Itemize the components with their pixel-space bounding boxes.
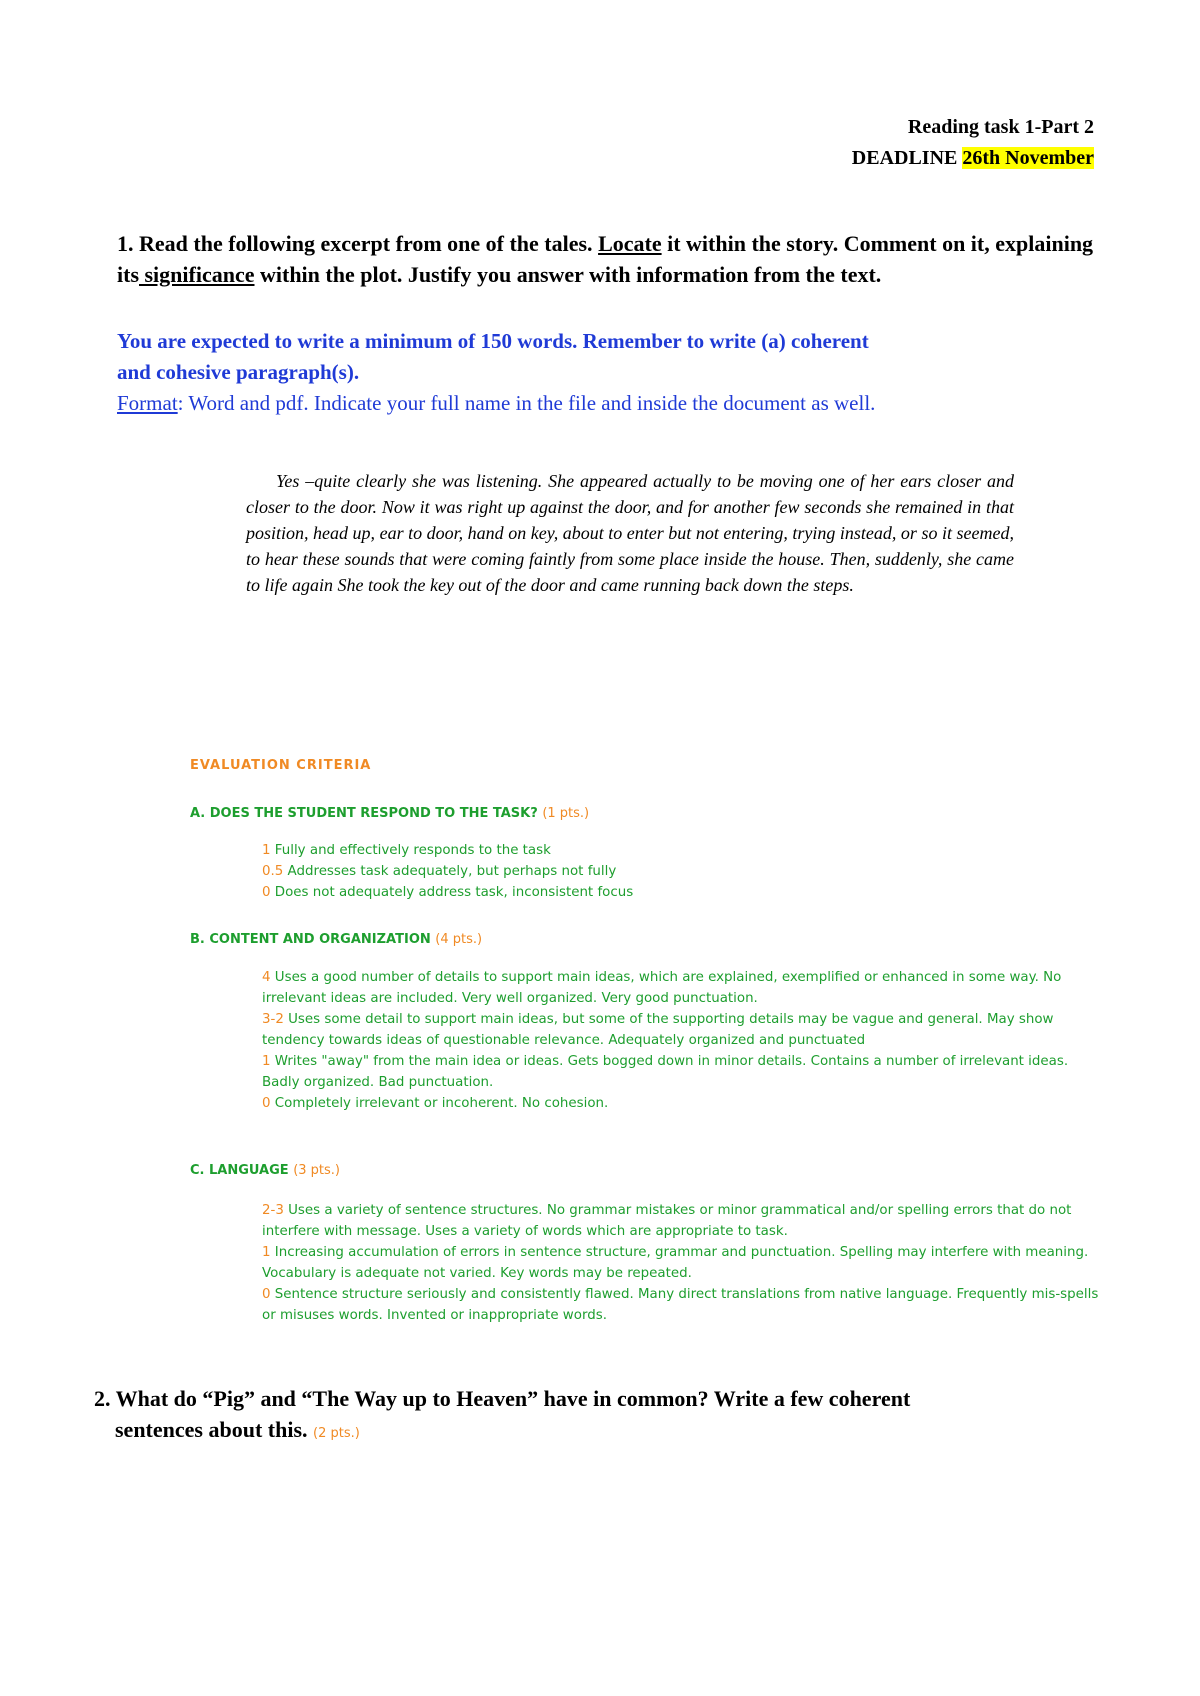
document-header <box>852 112 1094 174</box>
item-score: 0.5 <box>262 864 284 879</box>
format-line <box>117 388 1097 419</box>
story-excerpt <box>246 468 1014 598</box>
item-text: Fully and effectively responds to the task <box>270 843 551 858</box>
criteria-item <box>262 1093 1104 1114</box>
deadline-date: 26th November <box>962 147 1094 169</box>
item-score: 1 <box>262 1054 271 1069</box>
item-score: 4 <box>262 970 271 985</box>
question-2-text-2: sentences about this. <box>115 1417 314 1442</box>
item-text: Completely irrelevant or incoherent. No cohesion. <box>270 1096 609 1111</box>
question-1-text-c: within the plot. Justify you answer with information from the text. <box>254 262 882 287</box>
section-b-title: B. CONTENT AND ORGANIZATION <box>190 932 436 947</box>
criteria-section-a-heading <box>190 806 589 821</box>
criteria-section-c-heading <box>190 1163 340 1178</box>
item-text: Uses some detail to support main ideas, but some of the supporting details may be vague and general. May show tendency towards ideas of questionable relevance. Adequately organized and punctuated <box>262 1012 1054 1048</box>
criteria-item <box>262 882 1104 903</box>
task-title: Reading task 1-Part 2 <box>907 116 1094 138</box>
item-score: 1 <box>262 843 271 858</box>
criteria-item <box>262 1200 1104 1242</box>
item-score: 0 <box>262 1287 271 1302</box>
item-text: Addresses task adequately, but perhaps not fully <box>283 864 617 879</box>
criteria-item <box>262 840 1104 861</box>
criteria-item <box>262 1284 1104 1326</box>
criteria-item <box>262 967 1104 1009</box>
question-2-line-2 <box>94 1414 1074 1449</box>
question-2-number: 2. <box>94 1386 111 1411</box>
section-a-title: A. DOES THE STUDENT RESPOND TO THE TASK? <box>190 806 543 821</box>
item-text: Increasing accumulation of errors in sentence structure, grammar and punctuation. Spelling may interfere with meaning. Vocabulary is adequate not varied. Key words may be repeated. <box>262 1245 1089 1281</box>
item-score: 3-2 <box>262 1012 284 1027</box>
criteria-item <box>262 1009 1104 1051</box>
question-2 <box>94 1383 1074 1449</box>
section-c-title: C. LANGUAGE <box>190 1163 294 1178</box>
question-1-text-b: it within the story. Comment on it, explaining its <box>117 231 1094 287</box>
criteria-item <box>262 1051 1104 1093</box>
item-score: 0 <box>262 885 271 900</box>
section-b-points: (4 pts.) <box>435 932 483 947</box>
question-1-locate: Locate <box>598 231 662 256</box>
excerpt-text: Yes –quite clearly she was listening. She appeared actually to be moving one of her ears closer and closer to the door. Now it was right up against the door, and for another few seconds she remained in that position, head up, ear to door, hand on key, about to enter but not entering, trying instead, or so it seemed, to hear these sounds that were coming faintly from some place inside the house. Then, suddenly, she came to life again She took the key out of the door and came running back down the steps. <box>246 471 1014 595</box>
criteria-section-b-heading <box>190 932 482 947</box>
section-c-points: (3 pts.) <box>293 1163 341 1178</box>
instructions <box>117 326 1097 419</box>
format-label: Format <box>117 391 178 415</box>
criteria-item <box>262 1242 1104 1284</box>
criteria-section-c-items <box>262 1200 1104 1326</box>
question-2-text: What do “Pig” and “The Way up to Heaven” have in common? Write a few coherent <box>110 1386 911 1411</box>
question-1 <box>117 228 1097 290</box>
question-1-text-a: 1. Read the following excerpt from one of the tales. <box>117 231 599 256</box>
deadline-label: DEADLINE <box>851 147 963 169</box>
instructions-line-2: and cohesive paragraph(s). <box>117 360 360 384</box>
criteria-title: EVALUATION CRITERIA <box>190 758 372 773</box>
format-text: : Word and pdf. Indicate your full name in the file and inside the document as well. <box>177 391 876 415</box>
criteria-section-b-items <box>262 967 1104 1114</box>
item-text: Does not adequately address task, inconsistent focus <box>270 885 634 900</box>
criteria-section-a-items <box>262 840 1104 903</box>
section-a-points: (1 pts.) <box>542 806 590 821</box>
question-2-line-1 <box>94 1383 1074 1414</box>
item-text: Writes "away" from the main idea or ideas. Gets bogged down in minor details. Contains a number of irrelevant ideas. Badly organized. Bad punctuation. <box>262 1054 1069 1090</box>
instructions-line-1: You are expected to write a minimum of 150 words. Remember to write (a) coherent <box>117 329 869 353</box>
item-score: 1 <box>262 1245 271 1260</box>
item-text: Uses a variety of sentence structures. No grammar mistakes or minor grammatical and/or spelling errors that do not interfere with message. Uses a variety of words which are appropriate to task. <box>262 1203 1072 1239</box>
question-1-significance: significance <box>139 262 255 287</box>
item-text: Uses a good number of details to support main ideas, which are explained, exemplified or enhanced in some way. No irrelevant ideas are included. Very well organized. Very good punctuation. <box>262 970 1062 1006</box>
criteria-item <box>262 861 1104 882</box>
item-score: 0 <box>262 1096 271 1111</box>
question-2-points: (2 pts.) <box>313 1426 360 1441</box>
item-text: Sentence structure seriously and consistently flawed. Many direct translations from native language. Frequently mis-spells or misuses words. Invented or inappropriate words. <box>262 1287 1099 1323</box>
deadline-line <box>852 143 1094 174</box>
item-score: 2-3 <box>262 1203 284 1218</box>
